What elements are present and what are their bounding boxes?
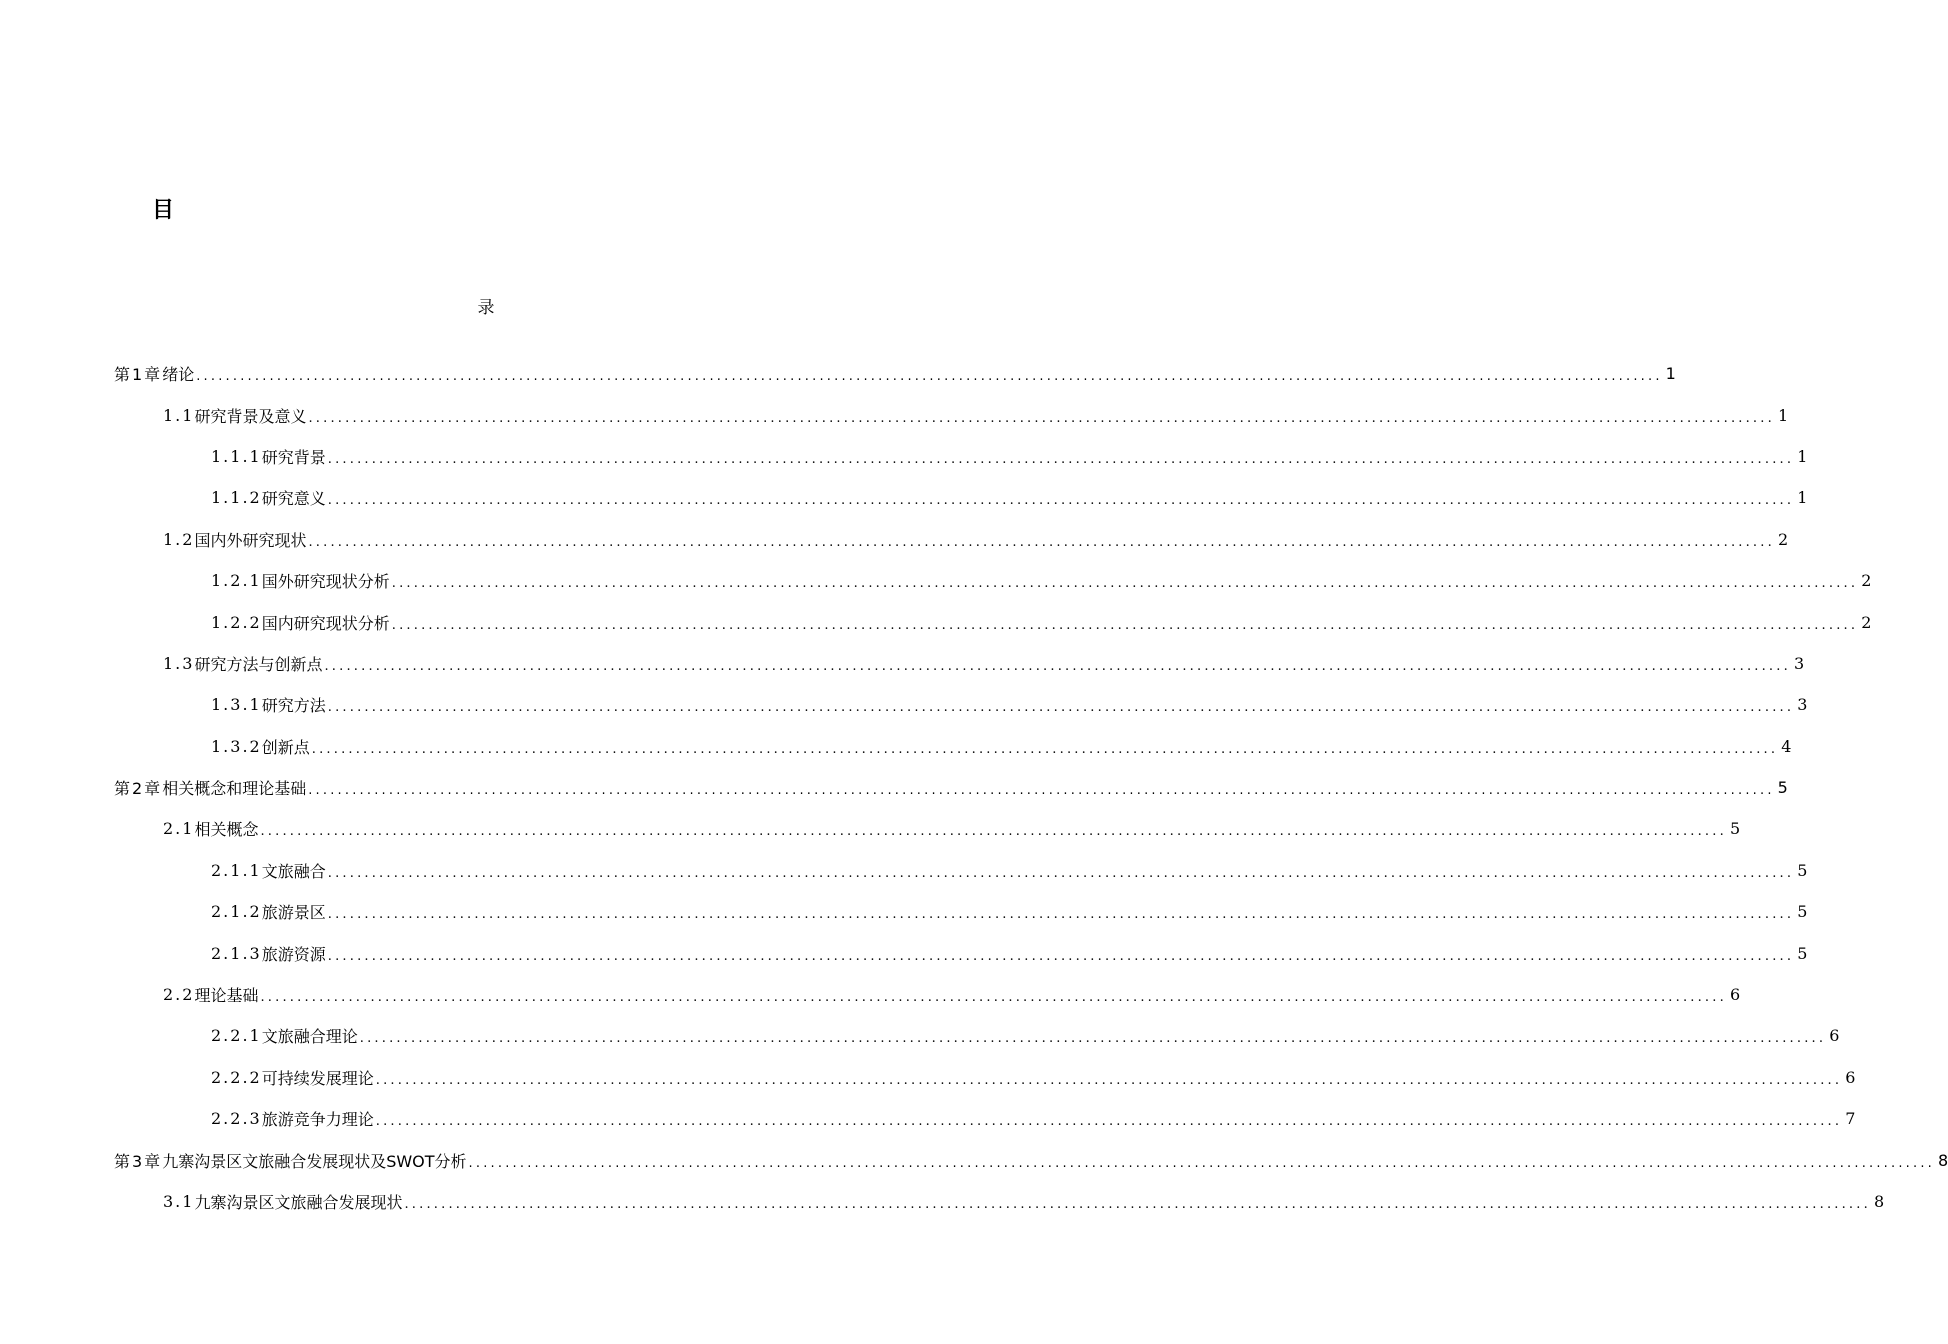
toc-entry-page-number: 2 bbox=[1861, 612, 1872, 632]
toc-entry[interactable] bbox=[0, 850, 1808, 891]
toc-entry-title: 相关概念 bbox=[194, 820, 259, 840]
toc-entry[interactable] bbox=[0, 1057, 1856, 1098]
toc-entry-number: 1.3.2 bbox=[211, 736, 262, 756]
toc-entry-page-number: 3 bbox=[1797, 695, 1808, 715]
toc-entry-title: 绪论 bbox=[162, 365, 195, 385]
toc-entry-page-number: 6 bbox=[1845, 1067, 1856, 1087]
toc-dot-leader: ........................................................................................................................................................................................................ bbox=[327, 865, 1795, 881]
toc-dot-leader: ........................................................................................................................................................................................................ bbox=[404, 1197, 1871, 1212]
toc-dot-leader: ........................................................................................................................................................................................................ bbox=[375, 1072, 1843, 1088]
toc-entry-title: 研究背景 bbox=[261, 447, 326, 467]
toc-dot-leader: ........................................................................................................................................................................................................ bbox=[324, 658, 1791, 674]
toc-entry-title: 国内外研究现状 bbox=[194, 530, 307, 550]
toc-entry-title: 研究方法 bbox=[261, 696, 326, 716]
toc-entry-number: 第2章 bbox=[114, 779, 163, 799]
toc-dot-leader: ........................................................................................................................................................................................................ bbox=[260, 990, 1727, 1006]
toc-entry[interactable] bbox=[0, 808, 1741, 849]
toc-entry-title: 理论基础 bbox=[194, 986, 259, 1006]
toc-dot-leader: ........................................................................................................................................................................................................ bbox=[327, 907, 1795, 923]
toc-entry-title: 研究背景及意义 bbox=[194, 406, 307, 426]
toc-entry-page-number: 8 bbox=[1938, 1150, 1948, 1170]
toc-entry-page-number: 2 bbox=[1861, 571, 1872, 591]
toc-entry-title: 研究意义 bbox=[261, 489, 326, 509]
toc-entry-number: 第1章 bbox=[114, 365, 163, 385]
toc-entry[interactable] bbox=[0, 1139, 1948, 1180]
toc-entry-page-number: 1 bbox=[1777, 405, 1789, 425]
toc-entry[interactable] bbox=[0, 1015, 1840, 1056]
toc-entry[interactable] bbox=[0, 601, 1872, 642]
toc-dot-leader: ........................................................................................................................................................................................................ bbox=[391, 576, 1859, 592]
toc-entry[interactable] bbox=[0, 1098, 1856, 1139]
toc-entry-title: 研究方法与创新点 bbox=[194, 654, 323, 674]
toc-dot-leader: ........................................................................................................................................................................................................ bbox=[359, 1031, 1827, 1047]
toc-dot-leader: ........................................................................................................................................................................................................ bbox=[327, 493, 1795, 509]
toc-entry-page-number: 8 bbox=[1873, 1192, 1885, 1211]
toc-entry[interactable] bbox=[0, 394, 1789, 435]
toc-entry[interactable] bbox=[0, 436, 1808, 477]
toc-entry-page-number: 5 bbox=[1729, 819, 1741, 839]
toc-entry[interactable] bbox=[0, 726, 1792, 767]
toc-dot-leader: ........................................................................................................................................................................................................ bbox=[327, 451, 1795, 467]
toc-entry-page-number: 7 bbox=[1845, 1109, 1856, 1129]
toc-entry-number: 3.1 bbox=[163, 1192, 195, 1211]
toc-entry-number: 2.1.1 bbox=[211, 860, 262, 880]
toc-heading-mu: 目 bbox=[152, 198, 175, 223]
toc-entry-number: 2.2.2 bbox=[211, 1067, 262, 1087]
toc-entry-title: 文旅融合 bbox=[261, 861, 326, 881]
toc-entry-number: 1.2.1 bbox=[211, 571, 262, 591]
toc-dot-leader: ........................................................................................................................................................................................................ bbox=[375, 1114, 1843, 1130]
toc-entry-title: 相关概念和理论基础 bbox=[162, 779, 307, 799]
toc-entry-number: 1.2.2 bbox=[211, 612, 262, 632]
toc-entry-page-number: 1 bbox=[1797, 446, 1808, 466]
toc-entry[interactable] bbox=[0, 477, 1808, 518]
toc-entry-title: 创新点 bbox=[261, 737, 310, 757]
toc-dot-leader: ........................................................................................................................................................................................................ bbox=[260, 824, 1727, 840]
toc-entry-page-number: 1 bbox=[1665, 364, 1676, 384]
toc-entry-page-number: 5 bbox=[1777, 778, 1788, 798]
toc-entry-number: 2.1.2 bbox=[211, 902, 262, 922]
toc-entry-page-number: 2 bbox=[1777, 529, 1789, 549]
toc-dot-leader: ........................................................................................................................................................................................................ bbox=[308, 534, 1775, 550]
toc-dot-leader: ........................................................................................................................................................................................................ bbox=[468, 1155, 1936, 1171]
toc-entry-number: 2.1 bbox=[163, 819, 195, 839]
toc-entry-number: 1.1 bbox=[163, 405, 195, 425]
toc-entry-title: 文旅融合理论 bbox=[261, 1027, 358, 1047]
toc-entry[interactable] bbox=[0, 643, 1805, 684]
toc-entry-page-number: 1 bbox=[1797, 488, 1808, 508]
toc-entry[interactable] bbox=[0, 891, 1808, 932]
toc-entry-number: 1.1.2 bbox=[211, 488, 262, 508]
toc-entry-title: 旅游资源 bbox=[261, 944, 326, 964]
toc-dot-leader: ........................................................................................................................................................................................................ bbox=[327, 948, 1795, 964]
toc-entry[interactable] bbox=[0, 519, 1789, 560]
toc-entry-page-number: 6 bbox=[1729, 985, 1741, 1005]
toc-entry-number: 1.3.1 bbox=[211, 695, 262, 715]
toc-entry-number: 第3章 bbox=[114, 1151, 163, 1171]
toc-dot-leader: ........................................................................................................................................................................................................ bbox=[311, 741, 1779, 757]
toc-entry[interactable] bbox=[0, 1181, 1885, 1222]
toc-entry[interactable] bbox=[0, 767, 1788, 808]
toc-dot-leader: ........................................................................................................................................................................................................ bbox=[196, 369, 1663, 385]
toc-entry[interactable] bbox=[0, 932, 1808, 973]
toc-entry-page-number: 5 bbox=[1797, 943, 1808, 963]
toc-entry-page-number: 3 bbox=[1793, 653, 1805, 673]
toc-entry-page-number: 4 bbox=[1781, 736, 1792, 756]
toc-entry-page-number: 5 bbox=[1797, 902, 1808, 922]
toc-entry-number: 2.2.3 bbox=[211, 1109, 262, 1129]
toc-entry-number: 2.1.3 bbox=[211, 943, 262, 963]
toc-entry-title: 九寨沟景区文旅融合发展现状及SWOT分析 bbox=[162, 1151, 467, 1171]
toc-dot-leader: ........................................................................................................................................................................................................ bbox=[308, 783, 1775, 799]
toc-entry-page-number: 6 bbox=[1829, 1026, 1840, 1046]
toc-entry[interactable] bbox=[0, 560, 1872, 601]
toc-entry[interactable] bbox=[0, 684, 1808, 725]
toc-entry[interactable] bbox=[0, 353, 1676, 394]
toc-entry-title: 旅游景区 bbox=[261, 903, 326, 923]
toc-heading-lu: 录 bbox=[477, 298, 495, 318]
toc-dot-leader: ........................................................................................................................................................................................................ bbox=[391, 617, 1859, 633]
toc-entry-number: 2.2.1 bbox=[211, 1026, 262, 1046]
toc-entry-number: 1.3 bbox=[163, 653, 195, 673]
toc-entry-page-number: 5 bbox=[1797, 860, 1808, 880]
toc-entry[interactable] bbox=[0, 974, 1741, 1015]
toc-entry-title: 可持续发展理论 bbox=[261, 1068, 374, 1088]
toc-entry-title: 国内研究现状分析 bbox=[261, 613, 390, 633]
toc-entry-number: 1.1.1 bbox=[211, 446, 262, 466]
toc-entry-number: 2.2 bbox=[163, 985, 195, 1005]
toc-entry-number: 1.2 bbox=[163, 529, 195, 549]
toc-dot-leader: ........................................................................................................................................................................................................ bbox=[308, 410, 1775, 426]
toc-dot-leader: ........................................................................................................................................................................................................ bbox=[327, 700, 1795, 716]
toc-entry-title: 旅游竞争力理论 bbox=[261, 1110, 374, 1130]
toc-entry-title: 九寨沟景区文旅融合发展现状 bbox=[194, 1193, 403, 1212]
table-of-contents bbox=[0, 353, 1948, 1222]
toc-entry-title: 国外研究现状分析 bbox=[261, 572, 390, 592]
